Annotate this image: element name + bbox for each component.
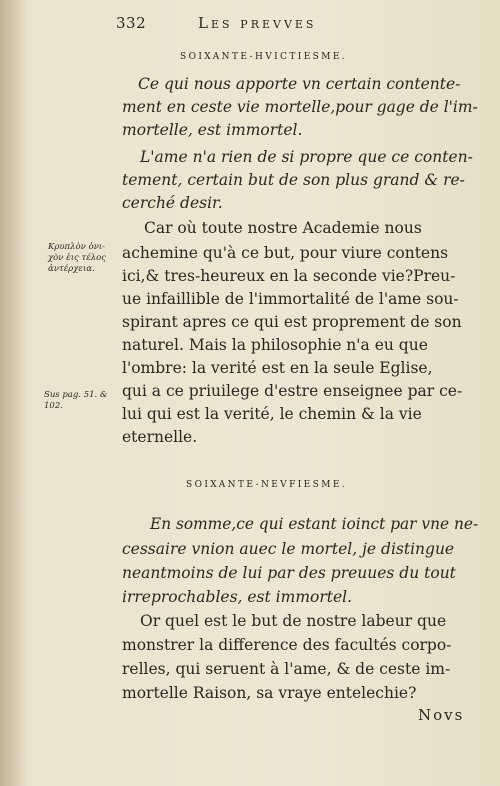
body-line: mortelle Raison, sa vraye entelechie?	[122, 684, 417, 702]
body-line: monstrer la difference des facultés corpo-	[122, 636, 452, 654]
body-line: relles, qui seruent à l'ame, & de ceste im-	[122, 660, 451, 678]
body-line: l'ombre: la verité est en la seule Eglise,	[122, 359, 433, 377]
body-line: ue infaillible de l'immortalité de l'ame sou-	[122, 290, 459, 308]
margin-note-greek	[48, 242, 106, 275]
body-line: eternelle.	[122, 428, 198, 446]
italic-line: irreprochables, est immortel.	[122, 588, 353, 606]
italic-line: tement, certain but de son plus grand & re-	[122, 171, 465, 189]
margin-note-line: Κρυπλὸν ὀνι-	[48, 242, 105, 252]
gutter-shadow	[0, 0, 28, 786]
body-line: lui qui est la verité, le chemin & la vie	[122, 405, 422, 423]
page-header	[0, 12, 500, 36]
margin-note-line: 102.	[44, 401, 63, 411]
body-line: naturel. Mais la philosophie n'a eu que	[122, 336, 428, 354]
body-line: Or quel est le but de nostre labeur que	[140, 612, 447, 630]
body-line: qui a ce priuilege d'estre enseignee par ce-	[122, 382, 463, 400]
italic-line: cerché desir.	[122, 194, 223, 212]
italic-line: cessaire vnion auec le mortel, je distingue	[122, 540, 455, 558]
margin-note-line: Sus pag. 51. &	[44, 390, 108, 400]
italic-line: neantmoins de lui par des preuues du tout	[122, 564, 456, 582]
margin-note-line: ἀντέρχεια.	[48, 264, 95, 274]
italic-line: mortelle, est immortel.	[122, 121, 303, 139]
body-line: spirant apres ce qui est proprement de son	[122, 313, 462, 331]
italic-line: En somme,ce qui estant ioinct par vne ne-	[150, 515, 479, 533]
italic-line: L'ame n'a rien de si propre que ce conten-	[140, 148, 473, 166]
italic-line: ment en ceste vie mortelle,pour gage de l'im-	[122, 98, 478, 116]
margin-note-line: χὸν ἐις τέλος	[48, 253, 107, 263]
running-title: Les prevves	[198, 14, 317, 32]
italic-line: Ce qui nous apporte vn certain contente-	[138, 75, 461, 93]
body-line: achemine qu'à ce but, pour viure contens	[122, 244, 449, 262]
margin-note-reference	[44, 390, 108, 412]
body-line: ici,& tres-heureux en la seconde vie?Preu-	[122, 267, 456, 285]
section-heading-68: SOIXANTE-HVICTIESME.	[180, 52, 348, 62]
body-line: Car où toute nostre Academie nous	[144, 219, 422, 237]
page-number: 332	[116, 14, 147, 32]
section-heading-69: SOIXANTE-NEVFIESME.	[186, 480, 348, 490]
catchword: Novs	[418, 706, 465, 724]
